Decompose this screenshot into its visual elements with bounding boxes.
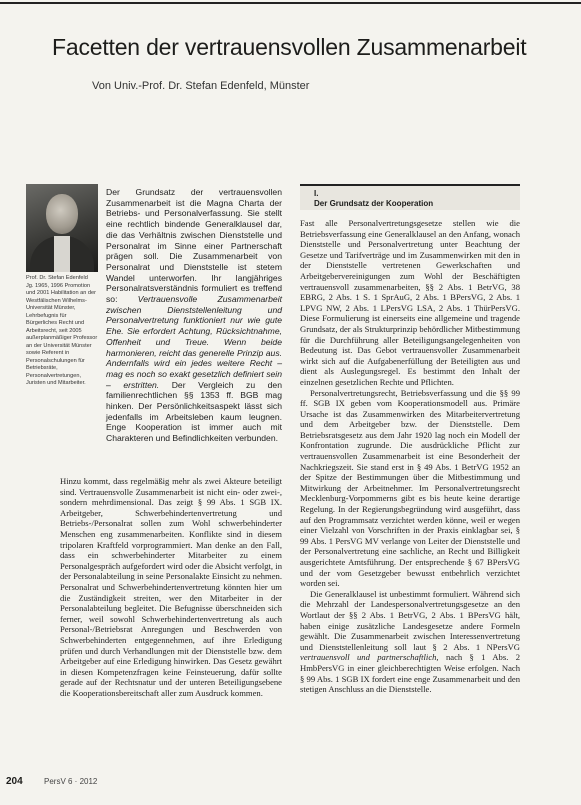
article-title: Facetten der vertrauensvollen Zusammenarbeit (52, 34, 527, 60)
intro-text-emphasis: Vertrauensvolle Zusammenarbeit zwischen Dienststellenleitung und Personalvertretung funktioniert nur wie gute Ehe. Sie erfordert Achtung, Rücksichtnahme, Offenheit und Treue. Wenn beide harmonieren, reicht das generelle Prinzip aus. Andernfalls wird ein jedes weitere Recht – mag es noch so exakt gesetzlich definiert sein – erstritten. (106, 294, 282, 390)
journal-issue: PersV 6 · 2012 (44, 777, 98, 786)
section-title: Der Grundsatz der Kooperation (314, 199, 434, 208)
page-number: 204 (6, 776, 23, 787)
intro-text-part-1: Der Grundsatz der vertrauensvollen Zusammenarbeit ist die Magna Charta der Betriebs- und Personalverfassung. Sie stellt eine rechtlich bindende Generalklausel dar, die das Verhältnis zwischen Dienststelle und Personalrat im Sinne einer Partnerschaft prägen soll. Die Zusammenarbeit von Personalrat und Dienststelle ist stetem Wandel unterworfen. Ihr langjähriges Personalratsverständnis formuliert es treffend so: (106, 187, 282, 305)
portrait-head-shape (46, 194, 78, 234)
top-rule (0, 2, 581, 4)
article-byline: Von Univ.-Prof. Dr. Stefan Edenfeld, Münster (92, 80, 310, 92)
author-portrait-image (26, 184, 98, 272)
author-bio (26, 275, 98, 388)
right-column (300, 218, 520, 695)
section-heading-box (300, 184, 520, 210)
right-paragraph-3-emphasis: vertrauensvoll und partnerschaftlich, (300, 652, 439, 663)
right-paragraph-1: Fast alle Personalvertretungsgesetze stellen wie die Betriebsverfassung eine Generalklausel an den Anfang, wonach Dienststelle und Personalvertretung unter Beachtung der Gesetze und Tarifverträge und im Zusammenwirken mit den in der Dienststelle vertretenen Gewerkschaften und Arbeitgebervereinigungen zum Wohl der Beschäftigten vertrauensvoll zusammenarbeiten, §§ 2 Abs. 1 BetrVG, 38 EBRG, 2 Abs. 1 S. 1 SprAuG, 2 Abs. 1 BPersVG, 2 Abs. 1 LPVG NW, 2 Abs. 1 LPersVG LSA, 2 Abs. 1 ThürPersVG. Diese Formulierung ist einerseits eine allgemeine und tragende Grundsatz, der als Strukturprinzip behördlicher Mitbestimmung für die Durchführung aller Beteiligungsangelegenheiten von Bedeutung ist. Das Gebot vertrauensvoller Zusammenarbeit wirkt sich auf die Aufgabenerfüllung der Beteiligten aus und dient als Auslegungsregel. Es bestimmt den Inhalt der einzelnen gesetzlichen Rechte und Pflichten. (300, 218, 520, 387)
right-paragraph-3 (300, 589, 520, 695)
intro-text (106, 187, 282, 444)
left-column-continuation (60, 476, 282, 698)
intro-text-part-2: Der Vergleich zu den familienrechtlichen §§ 1353 ff. BGB mag hinken. Der Persönlichkeitsaspekt lässt sich jedenfalls im Arbeitsleben kaum leugnen. Enge Kooperation ist immer auch mit Charakteren und Befindlichkeiten verbunden. (106, 379, 282, 444)
left-paragraph-1: Hinzu kommt, dass regelmäßig mehr als zwei Akteure beteiligt sind. Vertrauensvolle Zusammenarbeit ist nicht ein- oder zwei-, sondern mehrdimensional. Das zeigt § 99 Abs. 1 SGB IX. Arbeitgeber, Schwerbehindertenvertretung und Betriebs-/Personalrat sollen zum Wohl schwerbehinderter Menschen eng zusammenarbeiten. Konflikte sind in diesem tripolaren Kraftfeld vorprogrammiert. Man denke an den Fall, dass ein schwerbehinderter Mitarbeiter zu einem Personalgespräch aufgefordert wird oder die Absicht verfolgt, in der Personalabteilung in seine Personalakte Einsicht zu nehmen. Personalrat und Schwerbehindertenvertretung könnten hier um die Zuständigkeit streiten, wer den Mitarbeiter in der Personalabteilung begleitet. Die Befugnisse überschneiden sich ferner, weil sowohl Schwerbehindertenvertretung als auch Personal-/Betriebsrat Anregungen und Beschwerden von Schwerbehinderten entgegennehmen, auf ihre Erledigung prüfen und durch Verhandlungen mit der Dienststelle bzw. dem Arbeitgeber auf eine Erledigung hinwirken. Das Gesetz gewährt in diesen Kompetenzfragen keine Feinsteuerung, dafür sollte gerade auf der Rechtsnatur und der unteren Beteiligungsebene die Kooperationsbereitschaft aller zum Ausdruck kommen. (60, 476, 282, 698)
right-paragraph-3-text: Die Generalklausel ist unbestimmt formuliert. Während sich die Mehrzahl der Landespersonalvertretungsgesetze an den Wortlaut der §§ 2 Abs. 1 BetrVG, 2 Abs. 1 BPersVG hält, haben einige zusätzliche Landesgesetze andere Formeln gewählt. Die Zusammenarbeit zwischen Interessenvertretung und Dienststellenleitung soll laut § 2 Abs. 1 NPersVG (300, 588, 520, 652)
section-number: I. (314, 189, 319, 198)
author-bio-text: Jg. 1965, 1996 Promotion und 2001 Habilitation an der Westfälischen Wilhelms-Universität Münster, Lehrbefugnis für Bürgerliches Recht und Arbeitsrecht, seit 2005 außerplanmäßiger Professor an der Universität Münster sowie Referent in Personalschulungen für Betriebsräte, Personalvertretungen, Juristen und Mitarbeiter. (26, 282, 98, 386)
right-paragraph-3-tail: nach § 1 Abs. 2 HmbPersVG in einer gleichberechtigten Weise erfolgen. Nach § 99 Abs. 1 SGB IX fordert eine enge Zusammenarbeit und den stetigen Anschluss an die Dienststelle. (300, 652, 520, 695)
portrait-shirt-shape (54, 236, 70, 272)
author-bio-name: Prof. Dr. Stefan Edenfeld (26, 275, 88, 281)
right-paragraph-2: Personalvertretungsrecht, Betriebsverfassung und die §§ 99 ff. SGB IX geben vom Kooperationsmodell aus. Primäre Ursache ist das Zusammenwirken des Mitarbeitervertretung und dem Arbeitgeber bzw. der Dienststelle. Dem Betriebsratsgesetz aus dem Jahr 1920 lag noch ein Modell der Konfrontation zugrunde. Die ausdrückliche Pflicht zur vertrauensvollen Zusammenarbeit ist eine Besonderheit der Nachkriegszeit. Sie stand erst in § 49 Abs. 1 BetrVG 1952 an der Spitze der Bestimmungen über die Mitbestimmung und Mitwirkung der Arbeitnehmer. Im Personalvertretungsrecht Mecklenburg-Vorpommerns gibt es bis heute keine derartige Regelung. In der Regierungsbegründung wird ausgeführt, dass auf den Programmsatz verzichtet werden könne, weil er wegen einer Vielzahl von Vorschriften in der Praxis einklagbar sei, § 99 Abs. 1 PersVG MV verlange von Leiter der Dienststelle und der Personalvertretung eine sachliche, an Recht und Billigkeit ausgerichtete Amtsführung. Der entsprechende § 67 BPersVG und der vom Gesetzgeber bewusst entbehrlich verzichtet worden sei. (300, 387, 520, 589)
